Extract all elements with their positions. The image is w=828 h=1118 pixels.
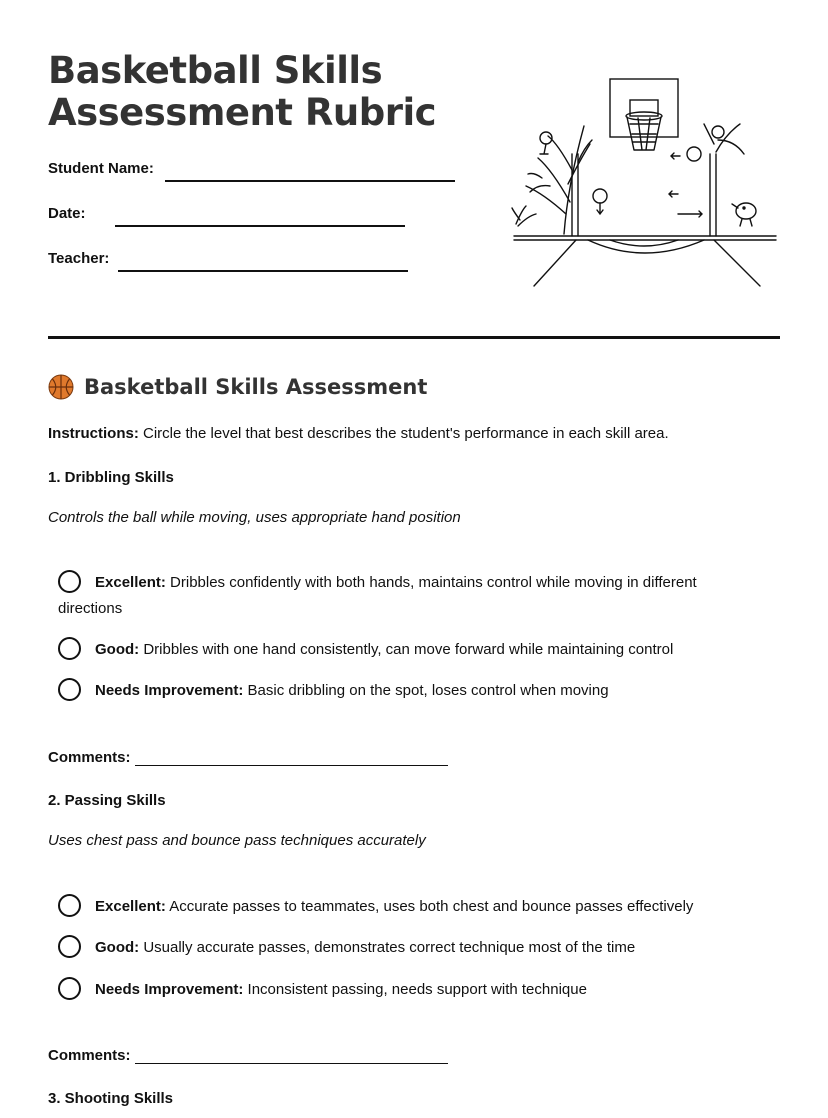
comments-label: Comments: — [48, 749, 131, 766]
option-text: Inconsistent passing, needs support with technique — [243, 981, 587, 998]
student-name-label: Student Name: — [48, 160, 154, 177]
student-name-field[interactable] — [165, 180, 455, 182]
option-level: Excellent: — [95, 574, 166, 591]
comments-label: Comments: — [48, 1047, 131, 1064]
title-line-1: Basketball Skills — [48, 49, 383, 92]
instructions — [48, 424, 669, 444]
skill-1-option-excellent[interactable] — [58, 570, 758, 622]
option-level: Good: — [95, 939, 140, 956]
option-text: Basic dribbling on the spot, loses control when moving — [243, 682, 609, 699]
date-field[interactable] — [115, 225, 405, 227]
comments-line[interactable] — [135, 751, 448, 766]
basketball-court-illustration — [508, 74, 780, 292]
instructions-label: Instructions: — [48, 425, 139, 442]
skill-2-option-good[interactable] — [58, 935, 758, 961]
teacher-field[interactable] — [118, 270, 408, 272]
radio-circle[interactable] — [58, 894, 81, 917]
page-title — [48, 50, 468, 134]
header-divider — [48, 336, 780, 339]
radio-circle[interactable] — [58, 637, 81, 660]
skill-1-comments — [48, 749, 448, 766]
skill-2-option-excellent[interactable] — [58, 894, 758, 920]
skill-1-title: 1. Dribbling Skills — [48, 469, 174, 486]
option-level: Needs Improvement: — [95, 981, 244, 998]
date-label: Date: — [48, 205, 86, 222]
instructions-text: Circle the level that best describes the student's performance in each skill area. — [138, 425, 669, 442]
skill-2-title: 2. Passing Skills — [48, 792, 166, 809]
option-level: Good: — [95, 641, 140, 658]
teacher-label: Teacher: — [48, 250, 110, 267]
title-line-2: Assessment Rubric — [48, 91, 437, 134]
skill-1-option-good[interactable] — [58, 637, 758, 663]
skill-2-comments — [48, 1047, 448, 1064]
radio-circle[interactable] — [58, 678, 81, 701]
comments-line[interactable] — [135, 1049, 448, 1064]
skill-1-option-needs-improvement[interactable] — [58, 678, 758, 704]
radio-circle[interactable] — [58, 977, 81, 1000]
section-heading-text: Basketball Skills Assessment — [84, 375, 428, 399]
option-level: Excellent: — [95, 898, 166, 915]
option-text: Dribbles confidently with both hands, maintains control while moving in different directions — [58, 574, 697, 617]
option-text: Accurate passes to teammates, uses both chest and bounce passes effectively — [165, 898, 694, 915]
skill-1-description: Controls the ball while moving, uses appropriate hand position — [48, 509, 461, 526]
option-level: Needs Improvement: — [95, 682, 244, 699]
skill-2-option-needs-improvement[interactable] — [58, 977, 758, 1003]
skill-2-description: Uses chest pass and bounce pass techniques accurately — [48, 832, 426, 849]
basketball-icon — [48, 374, 74, 400]
option-text: Dribbles with one hand consistently, can move forward while maintaining control — [139, 641, 674, 658]
skill-3-title: 3. Shooting Skills — [48, 1090, 174, 1107]
section-heading — [48, 374, 427, 400]
radio-circle[interactable] — [58, 935, 81, 958]
option-text: Usually accurate passes, demonstrates correct technique most of the time — [139, 939, 636, 956]
radio-circle[interactable] — [58, 570, 81, 593]
